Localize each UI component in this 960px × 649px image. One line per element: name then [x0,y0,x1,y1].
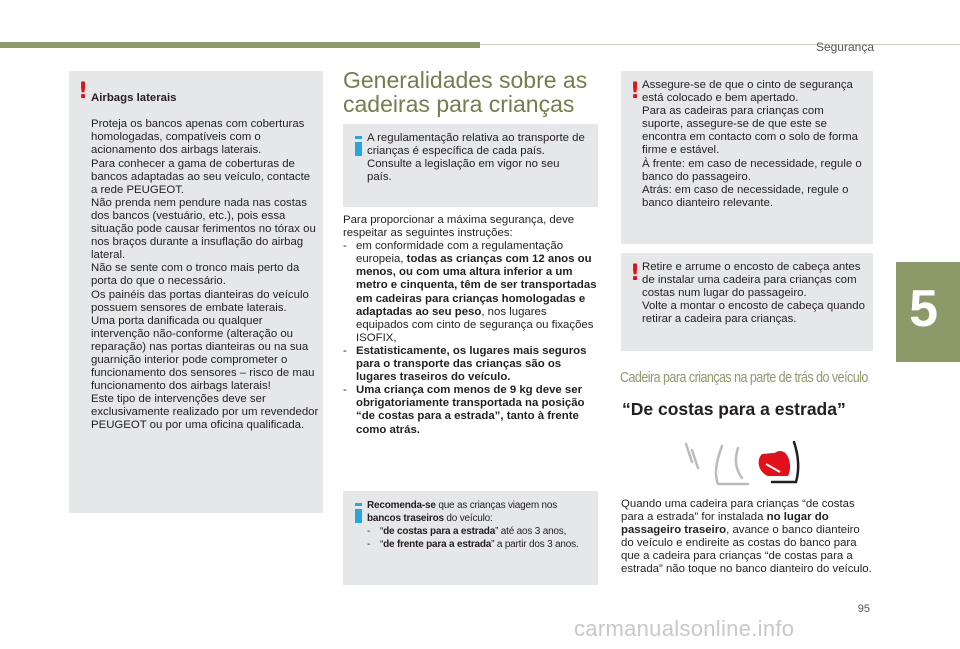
instructions-intro: Para proporcionar a máxima segurança, deve respeitar as seguintes instruções: [343,214,575,240]
list-item: - Estatisticamente, os lugares mais seguros para o transporte das crianças são os lugares traseiros do veículo. [343,344,587,384]
watermark: carmanualsonline.info [574,616,795,641]
rear-facing-paragraph: Quando uma cadeira para crianças “de costas para a estrada” for instalada no lugar do passageiro traseiro, avance o banco dianteiro do veículo e endireite as costas do banco para que a cadeira para crianças “de costas para a estrada” não toque no banco dianteiro do veículo. [621,498,872,576]
top-accent-bar [0,42,480,48]
list-item: - “de costas para a estrada” até aos 3 anos, [367,526,567,537]
page-number: 95 [857,603,870,615]
warning-icon: ! [630,79,641,104]
seatbelt-warning-box [621,71,873,244]
seatbelt-warning-text: Assegure-se de que o cinto de segurança está colocado e bem apertado. Para as cadeiras para crianças com suporte, assegure-se de que este se encontra em contacto com o solo de forma firme e estável. À frente: em caso de necessidade, regule o banco do passageiro. Atrás: em caso de necessidade, regule o banco dianteiro relevante. [642,79,862,209]
list-item: - Uma criança com menos de 9 kg deve ser obrigatoriamente transportada na posição “de costas para a estrada”, tanto à frente como atrás. [343,384,585,436]
headrest-warning-box [621,253,873,351]
recommendation-text: Recomenda-se que as crianças viagem nos bancos traseiros do veículo: [367,500,558,524]
list-item: - em conformidade com a regulamentação europeia, todas as crianças com 12 anos ou menos, ou com uma altura inferior a um metro e cinquenta, têm de ser transportadas em cadeiras para crianças homologadas e adaptadas ao seu peso, nos lugares equipados com cinto de segurança ou fixações ISOFIX, [343,240,597,344]
page-heading: Generalidades sobre as cadeiras para crianças [343,67,588,117]
instructions-block [343,214,599,437]
top-rule [480,44,960,45]
list-item: - “de frente para a estrada” a partir dos 3 anos. [367,539,579,550]
subsection-heading: Cadeira para crianças na parte de trás do veículo [620,370,868,386]
airbag-warning-box [69,71,323,513]
airbag-warning-text: Proteja os bancos apenas com coberturas homologadas, compatíveis com o acionamento dos airbags laterais. Para conhecer a gama de coberturas de bancos adaptadas ao seu veículo, contacte a rede PEUGEOT. Não prenda nem pendure nada nas costas dos bancos (vestuário, etc.), pois essa situação pode causar ferimentos no tórax ou nos braços durante a insuflação do airbag lateral. Não se sente com o tronco mais perto da porta do que o necessário. Os painéis das portas dianteiras do veículo possuem sensores de embate laterais. Uma porta danificada ou qualquer intervenção não-conforme (alteração ou reparação) nas portas dianteiras ou na sua guarnição interior pode comprometer o funcionamento dos sensores – risco de mau funcionamento dos airbags laterais! Este tipo de intervenções deve ser exclusivamente realizado por um revendedor PEUGEOT ou por uma oficina qualificada. [91,118,319,432]
headrest-warning-text: Retire e arrume o encosto de cabeça antes de instalar uma cadeira para crianças com costas num lugar do passageiro. Volte a montar o encosto de cabeça quando retirar a cadeira para crianças. [642,261,865,326]
info-icon [352,503,366,525]
rear-facing-title: “De costas para a estrada” [622,399,846,419]
info-box-recommendation [343,491,598,585]
rear-facing-child-seat-icon [676,438,808,490]
airbag-warning-title: Airbags laterais [91,92,177,105]
regulation-note: A regulamentação relativa ao transporte de crianças é específica de cada país. Consulte a legislação em vigor no seu país. [367,132,585,184]
warning-icon: ! [78,79,89,104]
section-title: Segurança [815,40,874,54]
info-icon [352,136,366,158]
info-box-regulation [343,124,598,207]
chapter-number: 5 [909,280,938,338]
warning-icon: ! [630,261,641,286]
